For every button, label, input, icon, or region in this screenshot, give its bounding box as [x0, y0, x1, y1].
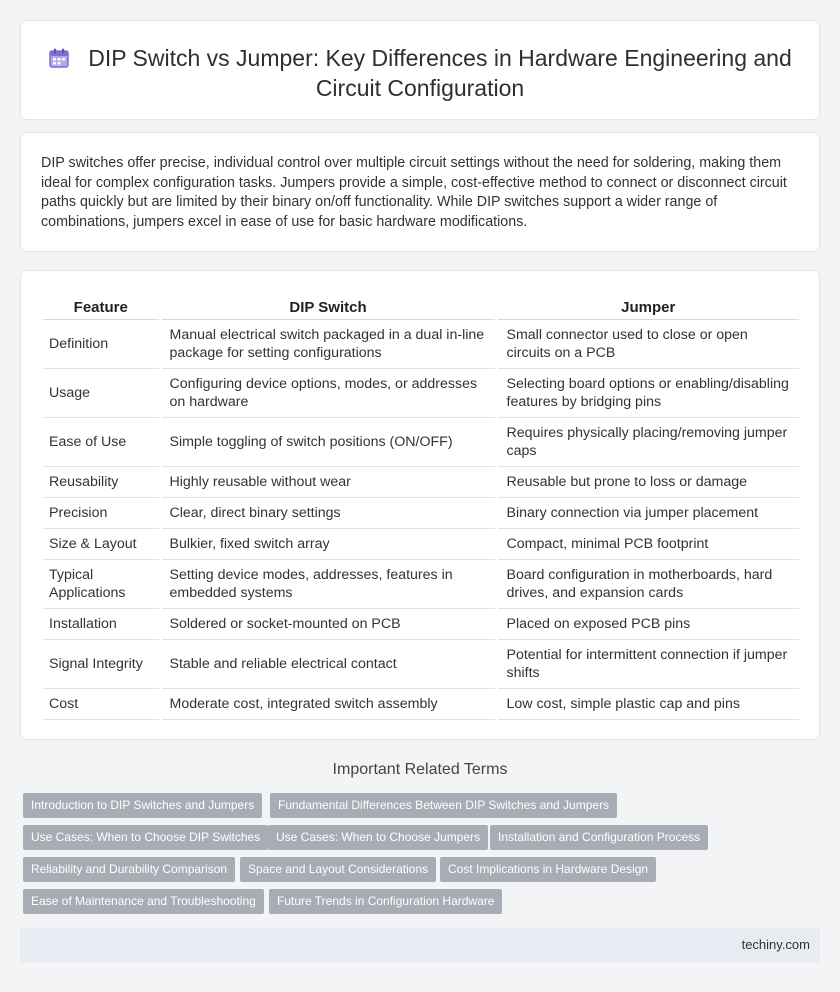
cell-dip-switch: Manual electrical switch packaged in a dual in-line package for setting configurations [160, 320, 496, 369]
cell-feature: Installation [43, 609, 160, 640]
cell-jumper: Low cost, simple plastic cap and pins [496, 689, 799, 720]
cell-jumper: Reusable but prone to loss or damage [496, 467, 799, 498]
cell-dip-switch: Configuring device options, modes, or addresses on hardware [160, 369, 496, 418]
cell-dip-switch: Highly reusable without wear [160, 467, 496, 498]
header-feature: Feature [43, 295, 160, 320]
table-header-row [43, 295, 799, 320]
comparison-table [43, 295, 799, 720]
related-term-tag[interactable]: Fundamental Differences Between DIP Switches and Jumpers [270, 793, 617, 818]
cell-feature: Typical Applications [43, 560, 160, 609]
cell-jumper: Potential for intermittent connection if jumper shifts [496, 640, 799, 689]
table-row [43, 467, 799, 498]
table-row [43, 418, 799, 467]
cell-jumper: Compact, minimal PCB footprint [496, 529, 799, 560]
cell-dip-switch: Moderate cost, integrated switch assembly [160, 689, 496, 720]
comparison-table-card [20, 270, 820, 740]
header-jumper: Jumper [496, 295, 799, 320]
related-term-tag[interactable]: Ease of Maintenance and Troubleshooting [23, 889, 264, 914]
table-row [43, 369, 799, 418]
title-card [20, 20, 820, 120]
intro-card [20, 132, 820, 252]
cell-feature: Size & Layout [43, 529, 160, 560]
header-dip-switch: DIP Switch [160, 295, 496, 320]
table-row [43, 529, 799, 560]
cell-dip-switch: Setting device modes, addresses, features in embedded systems [160, 560, 496, 609]
related-terms-title: Important Related Terms [332, 761, 508, 778]
cell-feature: Precision [43, 498, 160, 529]
cell-jumper: Placed on exposed PCB pins [496, 609, 799, 640]
related-term-tag[interactable]: Reliability and Durability Comparison [23, 857, 235, 882]
cell-dip-switch: Simple toggling of switch positions (ON/OFF) [160, 418, 496, 467]
related-term-tag[interactable]: Use Cases: When to Choose Jumpers [268, 825, 488, 850]
table-row [43, 320, 799, 369]
calendar-icon [48, 47, 70, 69]
table-row [43, 689, 799, 720]
cell-feature: Usage [43, 369, 160, 418]
cell-feature: Ease of Use [43, 418, 160, 467]
related-term-tag[interactable]: Use Cases: When to Choose DIP Switches [23, 825, 268, 850]
table-row [43, 560, 799, 609]
table-body [43, 320, 799, 720]
table-row [43, 640, 799, 689]
cell-jumper: Requires physically placing/removing jumper caps [496, 418, 799, 467]
footer [20, 928, 820, 962]
related-term-tag[interactable]: Future Trends in Configuration Hardware [269, 889, 502, 914]
cell-jumper: Board configuration in motherboards, hard drives, and expansion cards [496, 560, 799, 609]
cell-dip-switch: Bulkier, fixed switch array [160, 529, 496, 560]
related-term-tag[interactable]: Space and Layout Considerations [240, 857, 436, 882]
cell-feature: Definition [43, 320, 160, 369]
cell-jumper: Selecting board options or enabling/disabling features by bridging pins [496, 369, 799, 418]
cell-dip-switch: Clear, direct binary settings [160, 498, 496, 529]
cell-dip-switch: Soldered or socket-mounted on PCB [160, 609, 496, 640]
related-term-tag[interactable]: Introduction to DIP Switches and Jumpers [23, 793, 262, 818]
cell-feature: Reusability [43, 467, 160, 498]
related-term-tag[interactable]: Installation and Configuration Process [490, 825, 708, 850]
intro-paragraph: DIP switches offer precise, individual control over multiple circuit settings without the need for soldering, making them ideal for complex configuration tasks. Jumpers provide a simple, cost-effective method to connect or disconnect circuit paths quickly but are limited by their binary on/off functionality. While DIP switches support a wider range of combinations, jumpers excel in ease of use for basic hardware modifications. [41, 155, 787, 230]
related-term-tag[interactable]: Cost Implications in Hardware Design [440, 857, 656, 882]
table-row [43, 498, 799, 529]
cell-feature: Signal Integrity [43, 640, 160, 689]
footer-site: techiny.com [741, 937, 810, 952]
page-title [21, 43, 819, 103]
cell-jumper: Binary connection via jumper placement [496, 498, 799, 529]
cell-jumper: Small connector used to close or open circuits on a PCB [496, 320, 799, 369]
cell-dip-switch: Stable and reliable electrical contact [160, 640, 496, 689]
cell-feature: Cost [43, 689, 160, 720]
table-row [43, 609, 799, 640]
page-title-text: DIP Switch vs Jumper: Key Differences in Hardware Engineering and Circuit Configuration [88, 45, 792, 101]
